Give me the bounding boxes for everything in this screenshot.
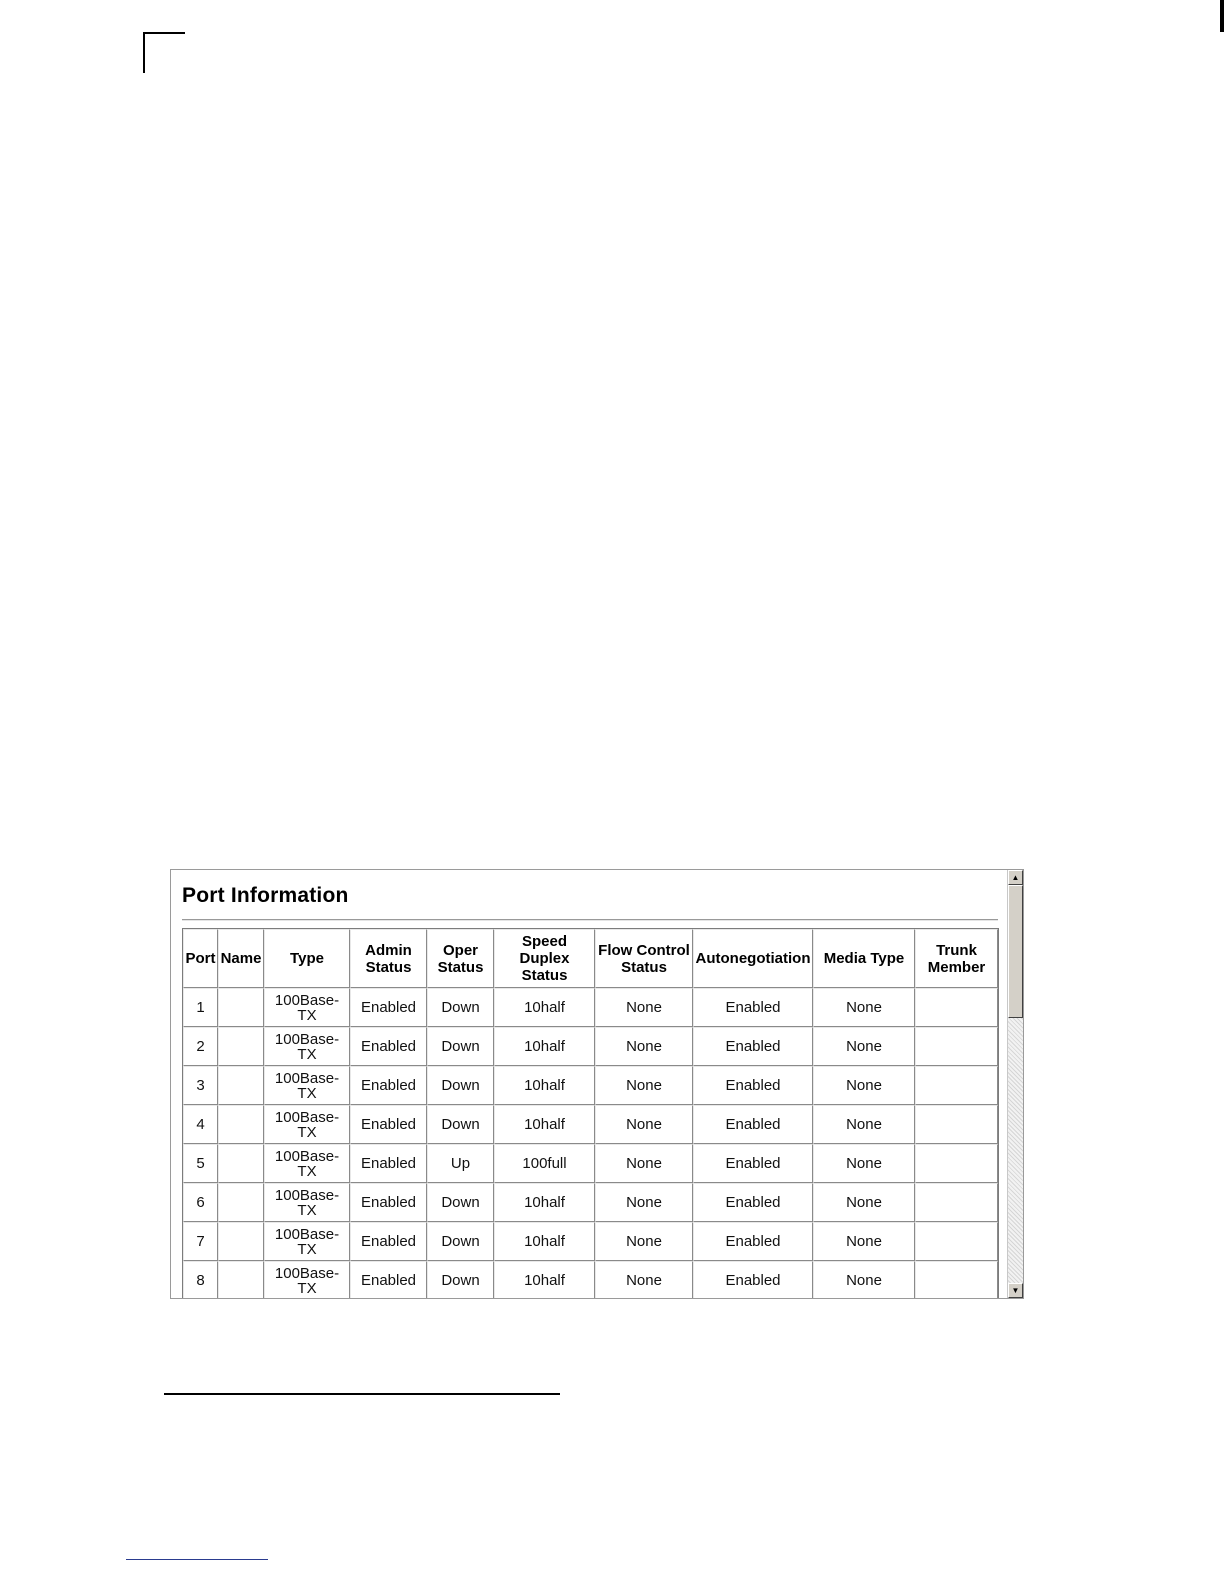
crop-mark <box>143 32 145 73</box>
type-cell <box>264 1027 350 1066</box>
flow-control-cell: None <box>595 988 693 1027</box>
speed-duplex-cell: 10half <box>494 1183 595 1222</box>
trunk-member-cell <box>915 1261 998 1298</box>
port-cell: 1 <box>183 988 218 1027</box>
type-line: TX <box>297 1084 317 1102</box>
type-line: 100Base- <box>274 991 340 1009</box>
table-header-row <box>183 929 998 988</box>
oper-status-cell: Down <box>427 1027 494 1066</box>
type-line: 100Base- <box>274 1225 340 1243</box>
name-cell <box>218 1222 264 1261</box>
autonegotiation-cell: Enabled <box>693 1144 813 1183</box>
type-line: 100Base- <box>274 1069 340 1087</box>
column-header-port: Port <box>183 929 218 988</box>
type-cell <box>264 1261 350 1298</box>
type-cell <box>264 1183 350 1222</box>
speed-duplex-cell: 10half <box>494 1261 595 1298</box>
oper-status-cell: Down <box>427 988 494 1027</box>
page-edge-bar <box>1220 0 1224 32</box>
port-cell: 8 <box>183 1261 218 1298</box>
table-row <box>183 1183 998 1222</box>
page-title: Port Information <box>182 884 349 907</box>
type-cell <box>264 1144 350 1183</box>
arrow-up-icon[interactable]: ▲ <box>1008 870 1023 885</box>
autonegotiation-cell: Enabled <box>693 1183 813 1222</box>
column-header-media-type: Media Type <box>813 929 915 988</box>
vertical-scrollbar[interactable] <box>1007 870 1023 1298</box>
name-cell <box>218 1261 264 1298</box>
autonegotiation-cell: Enabled <box>693 1261 813 1298</box>
type-cell <box>264 1066 350 1105</box>
column-header-oper-status: Oper Status <box>427 929 494 988</box>
trunk-member-cell <box>915 1222 998 1261</box>
flow-control-cell: None <box>595 1105 693 1144</box>
port-cell: 7 <box>183 1222 218 1261</box>
table-row <box>183 1144 998 1183</box>
type-line: 100Base- <box>274 1108 340 1126</box>
type-cell <box>264 1105 350 1144</box>
flow-control-cell: None <box>595 1222 693 1261</box>
speed-duplex-cell: 10half <box>494 988 595 1027</box>
table-row <box>183 1066 998 1105</box>
type-line: TX <box>297 1162 317 1180</box>
oper-status-cell: Down <box>427 1222 494 1261</box>
media-type-cell: None <box>813 988 915 1027</box>
type-line: 100Base- <box>274 1186 340 1204</box>
port-information-window <box>170 869 1024 1299</box>
flow-control-cell: None <box>595 1027 693 1066</box>
flow-control-cell: None <box>595 1183 693 1222</box>
flow-control-cell: None <box>595 1261 693 1298</box>
media-type-cell: None <box>813 1183 915 1222</box>
speed-duplex-cell: 10half <box>494 1066 595 1105</box>
name-cell <box>218 1144 264 1183</box>
table-row <box>183 1105 998 1144</box>
type-line: TX <box>297 1279 317 1297</box>
crop-mark <box>143 32 185 34</box>
type-line: 100Base- <box>274 1030 340 1048</box>
autonegotiation-cell: Enabled <box>693 988 813 1027</box>
speed-duplex-cell: 10half <box>494 1105 595 1144</box>
name-cell <box>218 1183 264 1222</box>
type-line: TX <box>297 1240 317 1258</box>
column-header-flow-control-status: Flow Control Status <box>595 929 693 988</box>
autonegotiation-cell: Enabled <box>693 1105 813 1144</box>
admin-status-cell: Enabled <box>350 1066 427 1105</box>
footnote-divider <box>164 1393 560 1395</box>
media-type-cell: None <box>813 1261 915 1298</box>
column-header-trunk-member: Trunk Member <box>915 929 998 988</box>
type-line: TX <box>297 1123 317 1141</box>
admin-status-cell: Enabled <box>350 1027 427 1066</box>
trunk-member-cell <box>915 988 998 1027</box>
oper-status-cell: Down <box>427 1183 494 1222</box>
trunk-member-cell <box>915 1066 998 1105</box>
oper-status-cell: Down <box>427 1066 494 1105</box>
arrow-down-icon[interactable]: ▼ <box>1008 1283 1023 1298</box>
port-cell: 6 <box>183 1183 218 1222</box>
table-row <box>183 1261 998 1298</box>
admin-status-cell: Enabled <box>350 1144 427 1183</box>
flow-control-cell: None <box>595 1144 693 1183</box>
flow-control-cell: None <box>595 1066 693 1105</box>
column-header-speed-duplex-status: Speed Duplex Status <box>494 929 595 988</box>
trunk-member-cell <box>915 1144 998 1183</box>
scrollbar-thumb[interactable] <box>1008 885 1023 1018</box>
speed-duplex-cell: 10half <box>494 1222 595 1261</box>
column-header-type: Type <box>264 929 350 988</box>
media-type-cell: None <box>813 1222 915 1261</box>
footer-divider <box>126 1559 268 1560</box>
page-content <box>171 870 1007 1298</box>
trunk-member-cell <box>915 1027 998 1066</box>
port-cell: 4 <box>183 1105 218 1144</box>
autonegotiation-cell: Enabled <box>693 1027 813 1066</box>
table-row <box>183 988 998 1027</box>
title-divider <box>182 919 998 921</box>
name-cell <box>218 1027 264 1066</box>
type-line: TX <box>297 1006 317 1024</box>
type-line: 100Base- <box>274 1264 340 1282</box>
trunk-member-cell <box>915 1183 998 1222</box>
admin-status-cell: Enabled <box>350 1261 427 1298</box>
oper-status-cell: Down <box>427 1261 494 1298</box>
media-type-cell: None <box>813 1066 915 1105</box>
speed-duplex-cell: 100full <box>494 1144 595 1183</box>
name-cell <box>218 1066 264 1105</box>
media-type-cell: None <box>813 1105 915 1144</box>
port-cell: 5 <box>183 1144 218 1183</box>
name-cell <box>218 1105 264 1144</box>
media-type-cell: None <box>813 1027 915 1066</box>
autonegotiation-cell: Enabled <box>693 1066 813 1105</box>
table-row <box>183 1222 998 1261</box>
name-cell <box>218 988 264 1027</box>
trunk-member-cell <box>915 1105 998 1144</box>
speed-duplex-cell: 10half <box>494 1027 595 1066</box>
oper-status-cell: Down <box>427 1105 494 1144</box>
column-header-name: Name <box>218 929 264 988</box>
type-cell <box>264 988 350 1027</box>
oper-status-cell: Up <box>427 1144 494 1183</box>
media-type-cell: None <box>813 1144 915 1183</box>
autonegotiation-cell: Enabled <box>693 1222 813 1261</box>
admin-status-cell: Enabled <box>350 988 427 1027</box>
port-table <box>182 928 999 1298</box>
type-cell <box>264 1222 350 1261</box>
table-row <box>183 1027 998 1066</box>
admin-status-cell: Enabled <box>350 1105 427 1144</box>
column-header-autonegotiation: Autonegotiation <box>693 929 813 988</box>
type-line: TX <box>297 1045 317 1063</box>
type-line: 100Base- <box>274 1147 340 1165</box>
port-cell: 3 <box>183 1066 218 1105</box>
type-line: TX <box>297 1201 317 1219</box>
port-cell: 2 <box>183 1027 218 1066</box>
admin-status-cell: Enabled <box>350 1222 427 1261</box>
admin-status-cell: Enabled <box>350 1183 427 1222</box>
column-header-admin-status: Admin Status <box>350 929 427 988</box>
